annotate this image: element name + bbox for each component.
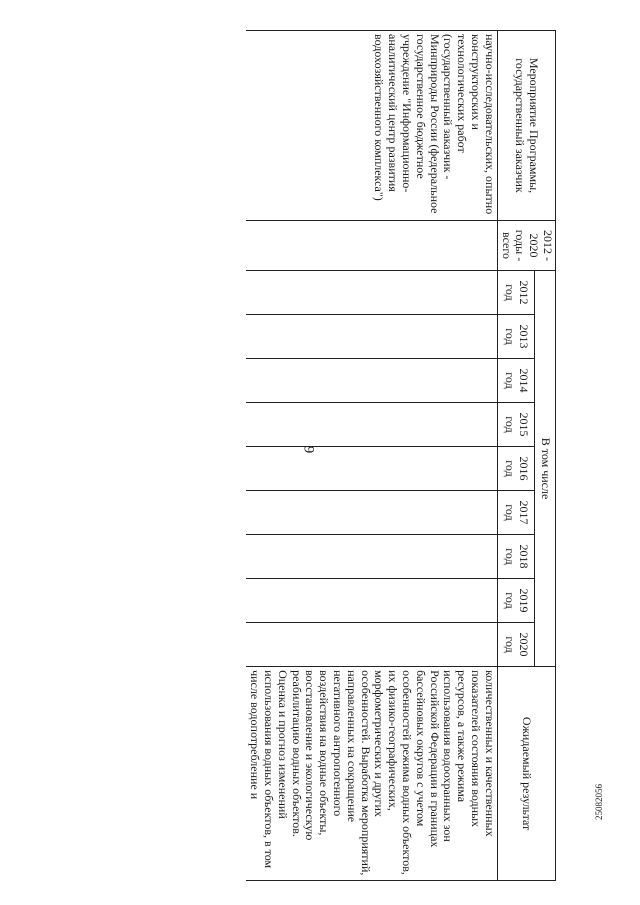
rotated-table-sheet <box>56 30 556 876</box>
header-year: 2013 год <box>497 315 535 359</box>
header-measure: Мероприятие Программы, государственный заказчик <box>497 31 555 221</box>
table-row <box>246 31 497 881</box>
header-year: 2018 год <box>497 535 535 579</box>
year-cell <box>246 271 497 315</box>
header-total: 2012 - 2020 годы - всего <box>497 221 555 271</box>
year-cell <box>246 623 497 667</box>
year-cell <box>246 403 497 447</box>
year-cell <box>246 491 497 535</box>
result-cell: количественных и качественных показателей состояния водных ресурсов, а также режима использования водоохранных зон Российской Федерации в границах бассейновых округов с учетом особенностей режима водных объектов, их физико-географических, морфометрических и других особенностей. Выработка мероприятий, направленных на сокращение негативного антропогенного воздействия на водные объекты, восстановление и экологическую реабилитацию водных объектов. Оценка и прогноз изменений использования водных объектов, в том числе водопотребление и <box>246 667 497 881</box>
header-year: 2017 год <box>497 491 535 535</box>
header-expected-result: Ожидаемый результат <box>497 667 555 881</box>
header-year: 2014 год <box>497 359 535 403</box>
measure-cell: научно-исследовательских, опытно конструкторских и технологических работ (государственный заказчик - Минприроды России (федеральное государственное бюджетное учреждение "Информационно-аналитический центр развития водохозяйственного комплекса") <box>246 31 497 221</box>
year-cell <box>246 315 497 359</box>
total-cell <box>246 221 497 271</box>
page-number: 9 <box>300 445 317 454</box>
year-cell <box>246 579 497 623</box>
header-year: 2016 год <box>497 447 535 491</box>
document-id: 25082056 <box>594 784 604 820</box>
year-cell <box>246 447 497 491</box>
header-in-that-number: В том числе <box>535 271 556 667</box>
year-cell <box>246 535 497 579</box>
header-year: 2012 год <box>497 271 535 315</box>
header-year: 2019 год <box>497 579 535 623</box>
year-cell <box>246 359 497 403</box>
program-measures-table <box>246 30 556 881</box>
header-year: 2020 год <box>497 623 535 667</box>
header-year: 2015 год <box>497 403 535 447</box>
